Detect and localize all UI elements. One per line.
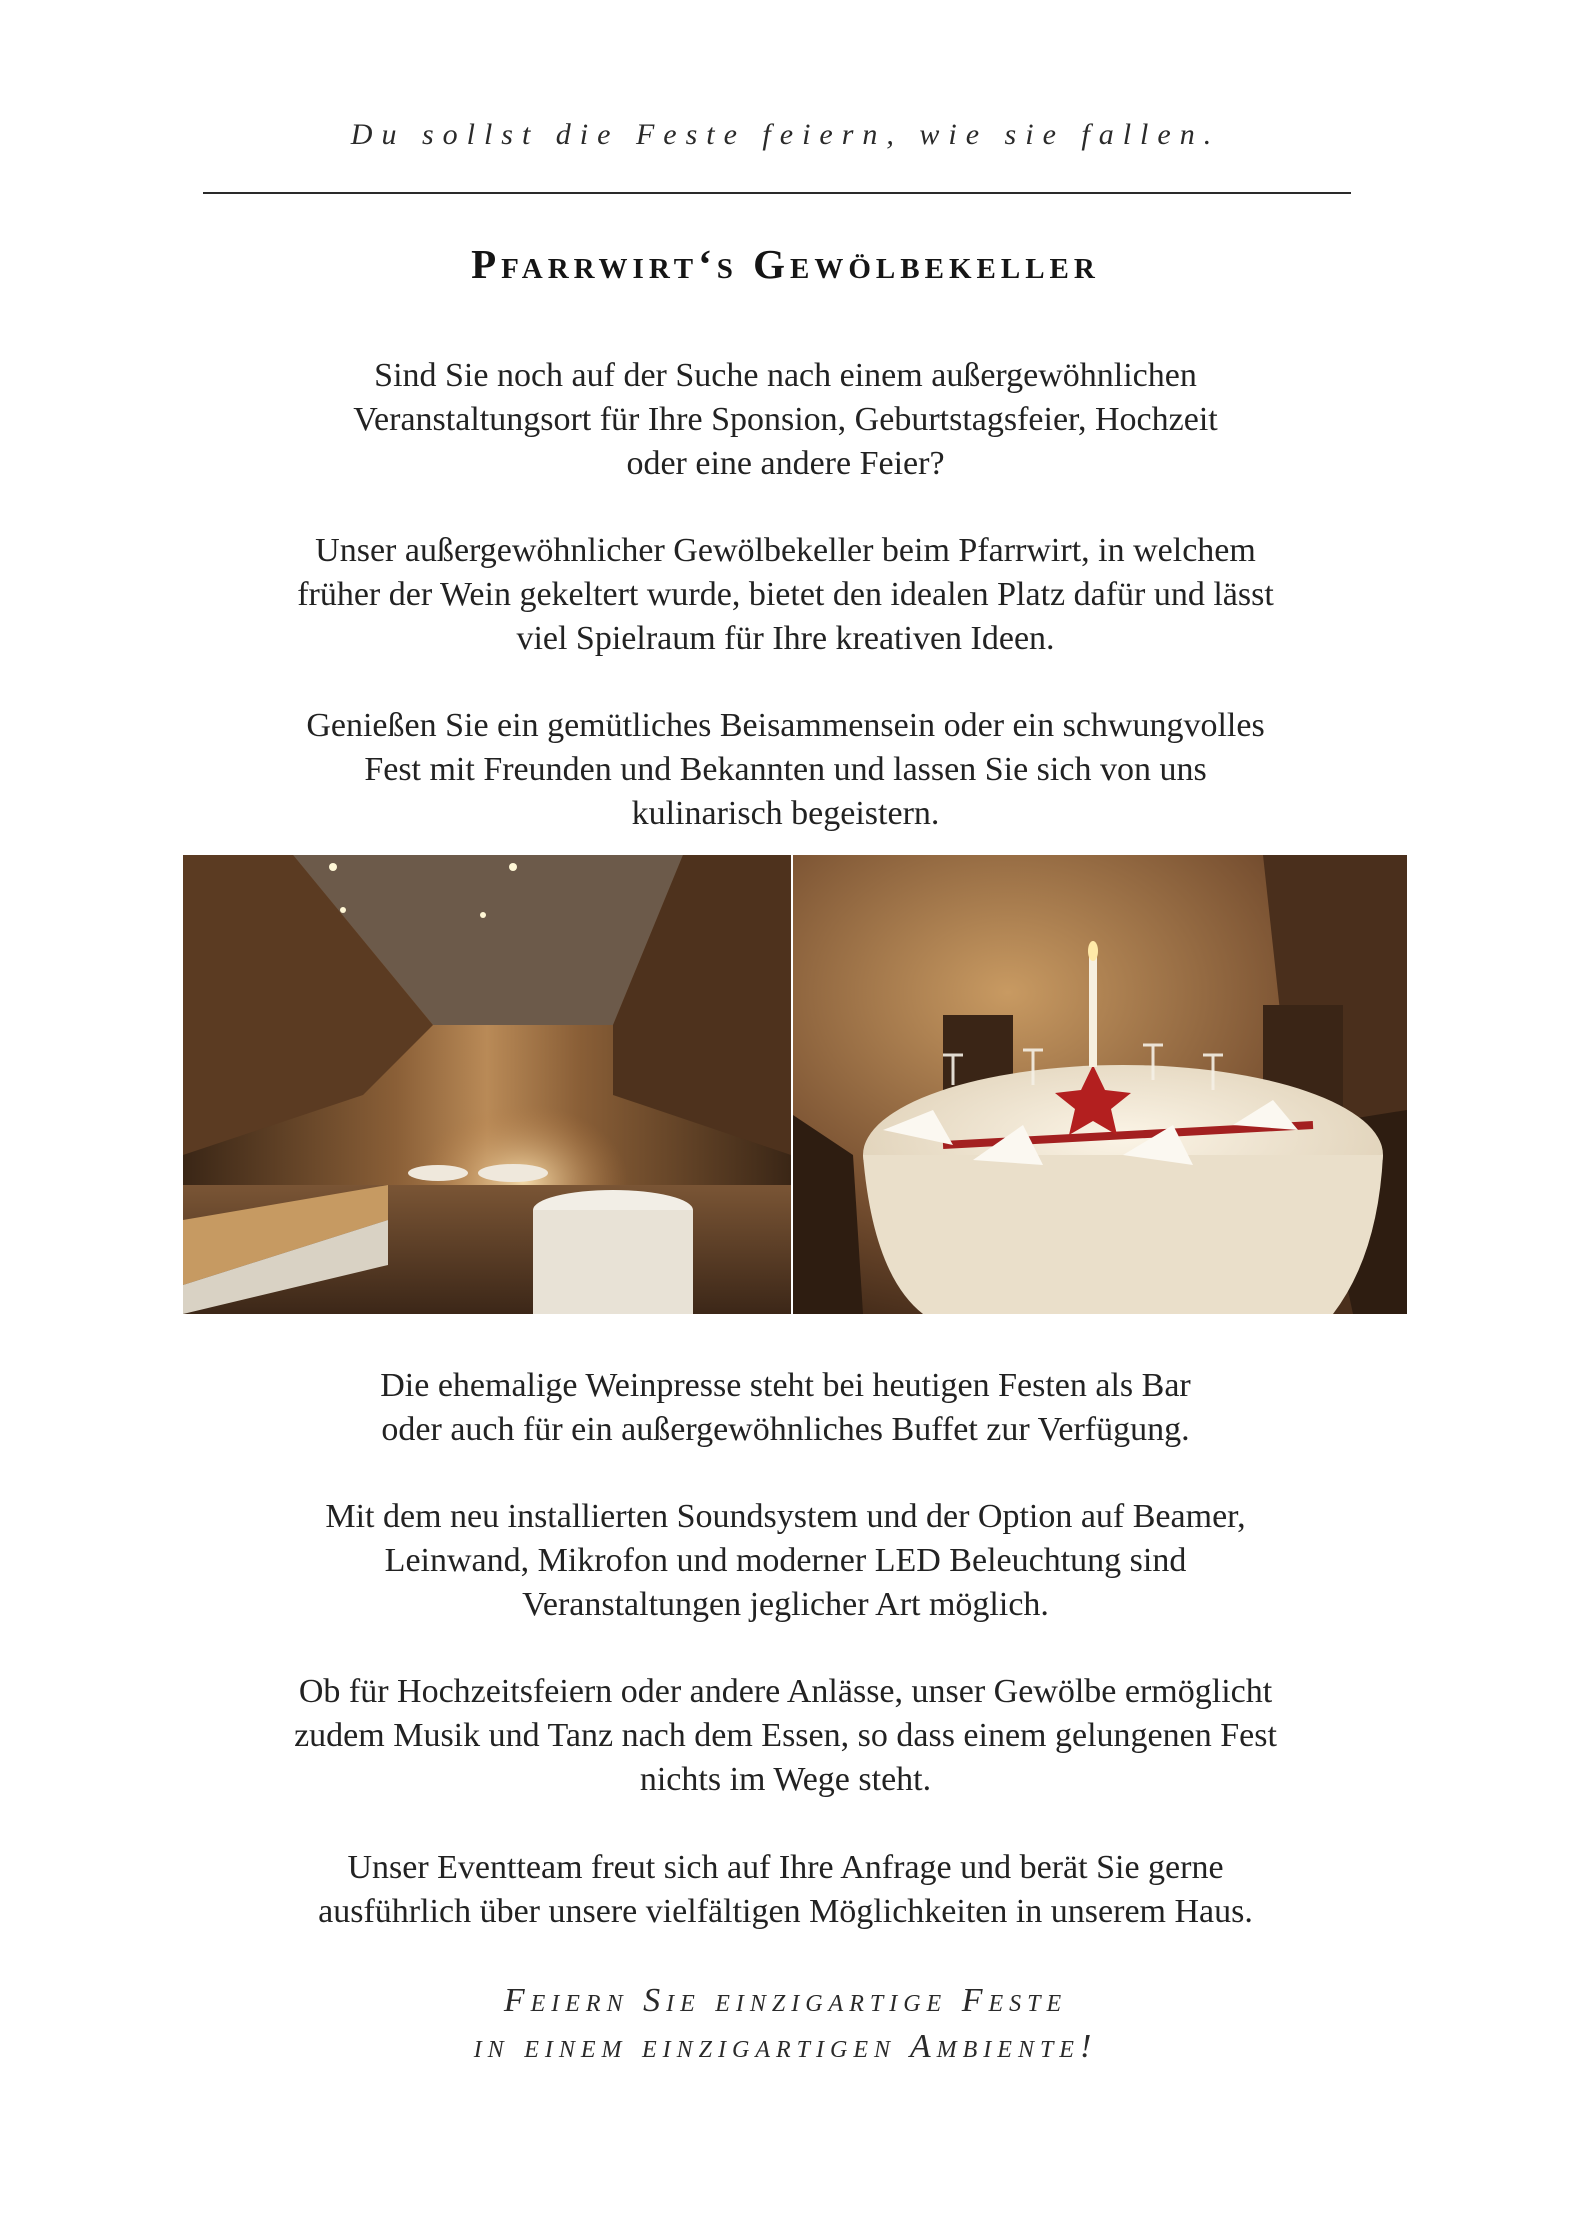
photo-strip bbox=[183, 855, 1407, 1314]
intro-paragraph: Sind Sie noch auf der Suche nach einem außergewöhnlichen Veranstaltungsort für Ihre Sponsion, Geburtstagsfeier, Hochzeit oder eine andere Feier? bbox=[353, 357, 1218, 482]
enjoy-paragraph: Genießen Sie ein gemütliches Beisammensein oder ein schwungvolles Fest mit Freunden und Bekannten und lassen Sie sich von uns kulinarisch begeistern. bbox=[306, 707, 1265, 832]
contact-paragraph: Unser Eventteam freut sich auf Ihre Anfrage und berät Sie gerne ausführlich über unsere vielfältigen Möglichkeiten in unserem Haus. bbox=[318, 1849, 1253, 1930]
cellar-overview-photo bbox=[183, 855, 791, 1314]
dinner-table-photo bbox=[793, 855, 1407, 1314]
motto: Du sollst die Feste feiern, wie sie fallen. bbox=[350, 118, 1221, 151]
page-title: Pfarrwirt‘s Gewölbekeller bbox=[471, 241, 1100, 287]
cellar-paragraph: Unser außergewöhnlicher Gewölbekeller beim Pfarrwirt, in welchem früher der Wein gekeltert wurde, bietet den idealen Platz dafür und lässt viel Spielraum für Ihre kreativen Ideen. bbox=[297, 532, 1274, 657]
occasions-paragraph: Ob für Hochzeitsfeiern oder andere Anlässe, unser Gewölbe ermöglicht zudem Musik und Tanz nach dem Essen, so dass einem gelungenen Fest nichts im Wege steht. bbox=[294, 1673, 1277, 1798]
winepress-paragraph: Die ehemalige Weinpresse steht bei heutigen Festen als Bar oder auch für ein außergewöhnliches Buffet zur Verfügung. bbox=[380, 1367, 1191, 1448]
closing-slogan: Feiern Sie einzigartige Feste in einem einzigartigen Ambiente! bbox=[473, 1982, 1098, 2065]
sound-paragraph: Mit dem neu installierten Soundsystem und der Option auf Beamer, Leinwand, Mikrofon und moderner LED Beleuchtung sind Veranstaltungen jeglicher Art möglich. bbox=[325, 1498, 1246, 1623]
header-divider bbox=[203, 192, 1351, 194]
